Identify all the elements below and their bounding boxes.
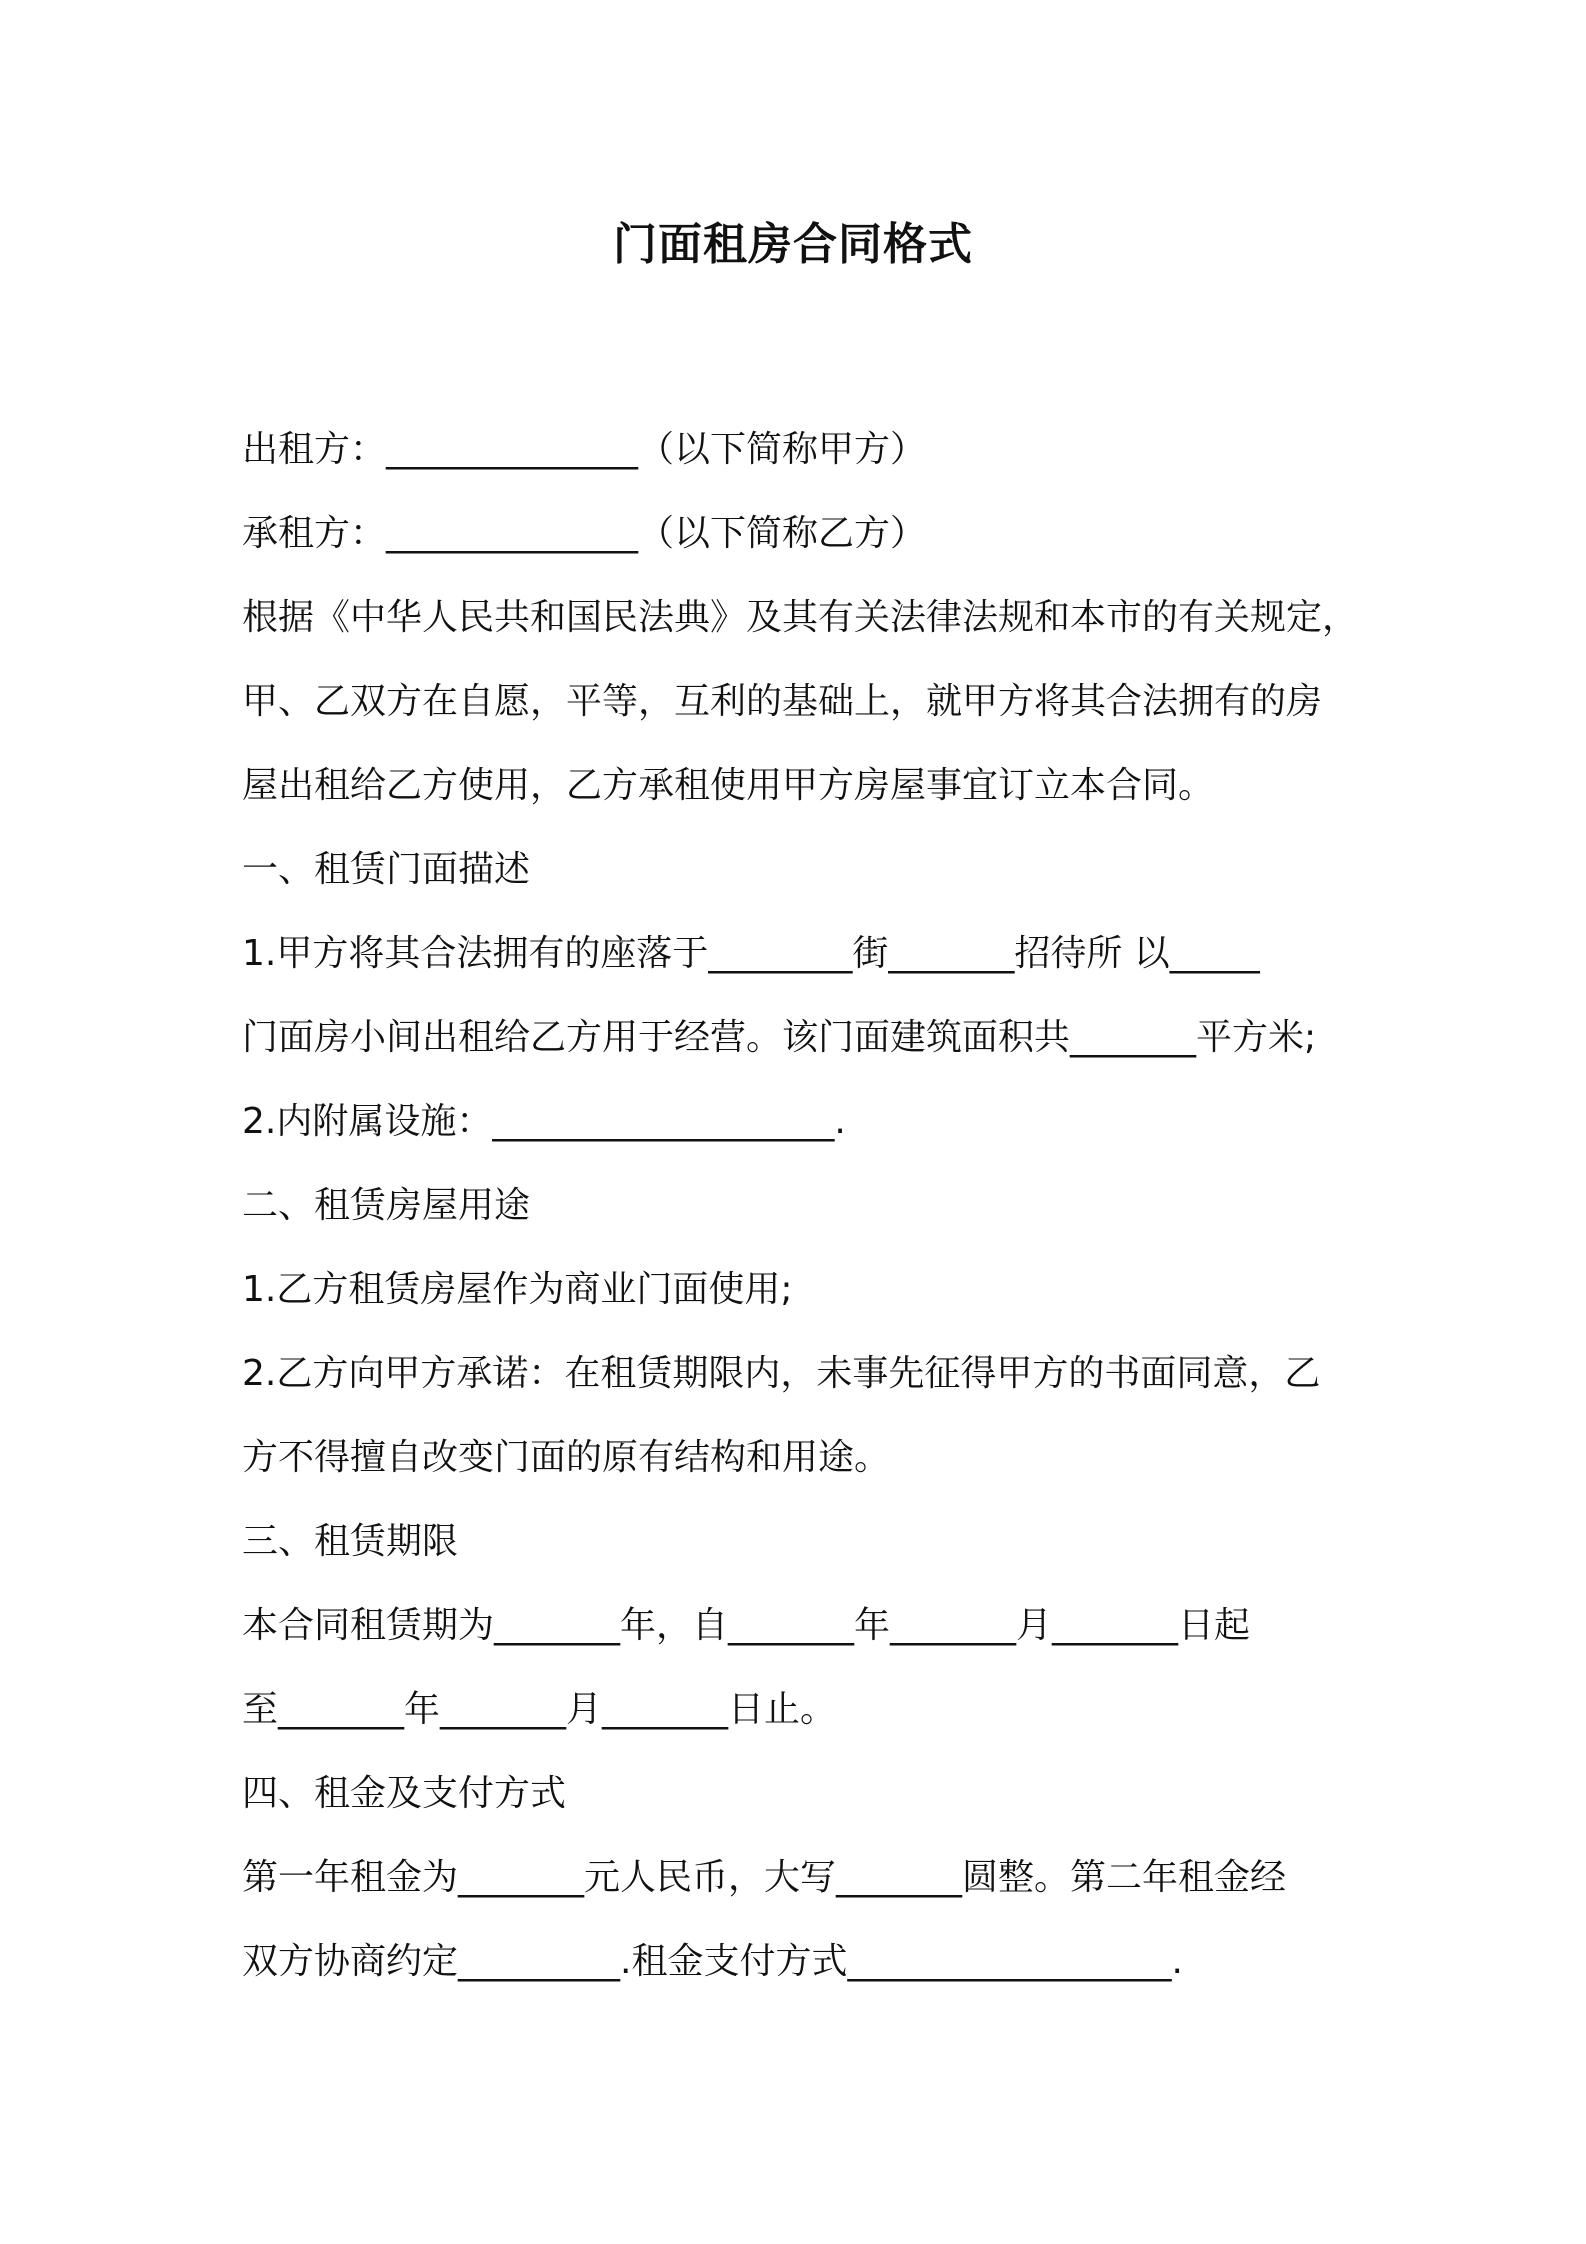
text-line-term-b: 至_______年_______月_______日止。: [242, 1689, 837, 1730]
section-heading-1: 一、租赁门面描述: [242, 849, 531, 890]
text-line-rent-b: 双方协商约定_________.租金支付方式__________________.: [242, 1941, 1183, 1982]
document-title: 门面租房合同格式: [613, 219, 973, 270]
text-line-clause-1-1b: 门面房小间出租给乙方用于经营。该门面建筑面积共_______平方米;: [242, 1017, 1317, 1058]
section-heading-2: 二、租赁房屋用途: [242, 1185, 531, 1226]
text-line-preamble-2: 甲、乙双方在自愿，平等，互利的基础上，就甲方将其合法拥有的房: [242, 681, 1323, 722]
text-line-preamble-3: 屋出租给乙方使用，乙方承租使用甲方房屋事宜订立本合同。: [242, 765, 1215, 806]
text-line-lessor: 出租方：______________（以下简称甲方）: [242, 429, 927, 470]
text-line-clause-1-1a: 1.甲方将其合法拥有的座落于________街_______招待所 以_____: [242, 933, 1260, 974]
text-line-clause-1-2: 2.内附属设施：___________________.: [242, 1101, 846, 1142]
text-line-clause-2-2a: 2.乙方向甲方承诺：在租赁期限内，未事先征得甲方的书面同意，乙: [242, 1353, 1321, 1394]
text-line-preamble-1: 根据《中华人民共和国民法典》及其有关法律法规和本市的有关规定，: [242, 597, 1359, 638]
document-body: [242, 408, 1372, 2004]
text-line-lessee: 承租方：______________（以下简称乙方）: [242, 513, 927, 554]
text-line-term-a: 本合同租赁期为_______年，自_______年_______月_______日起: [242, 1605, 1251, 1646]
text-line-clause-2-2b: 方不得擅自改变门面的原有结构和用途。: [242, 1437, 891, 1478]
section-heading-3: 三、租赁期限: [242, 1521, 459, 1562]
text-line-clause-2-1: 1.乙方租赁房屋作为商业门面使用;: [242, 1269, 793, 1310]
text-line-rent-a: 第一年租金为_______元人民币，大写_______圆整。第二年租金经: [242, 1857, 1287, 1898]
section-heading-4: 四、租金及支付方式: [242, 1773, 567, 1814]
